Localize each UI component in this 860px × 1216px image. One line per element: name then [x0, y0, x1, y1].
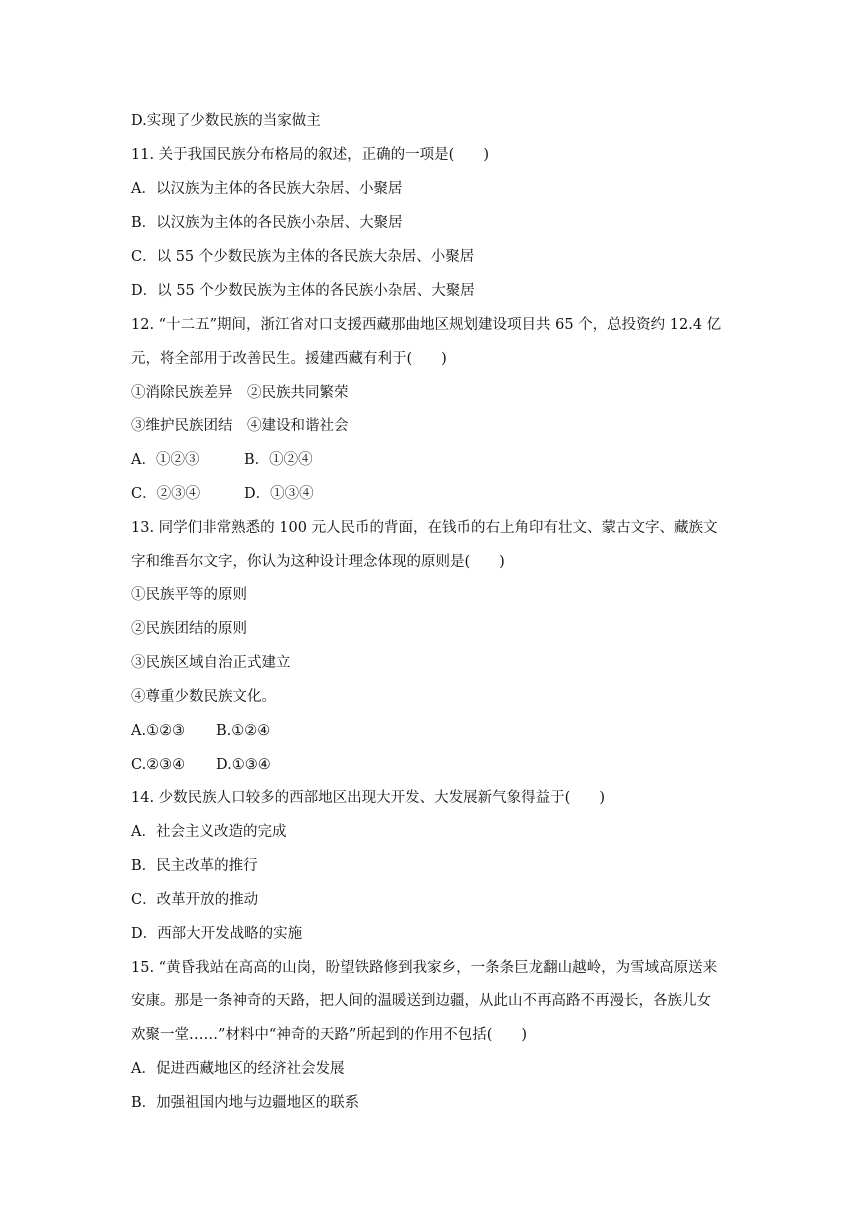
question-11: 11. 关于我国民族分布格局的叙述，正确的一项是( ) — [131, 147, 489, 163]
question-15-line-3: 欢聚一堂……”材料中“神奇的天路”所起到的作用不包括( ) — [131, 1027, 528, 1043]
question-12-line-1: 12. “十二五”期间，浙江省对口支援西藏那曲地区规划建设项目共 65 个，总投资约 12.4 亿 — [131, 317, 722, 333]
q14-option-a: A．社会主义改造的完成 — [131, 824, 287, 840]
q14-option-c: C．改革开放的推动 — [131, 892, 259, 908]
q12-statements-2: ③维护民族团结 ④建设和谐社会 — [131, 418, 349, 434]
q11-option-a: A．以汉族为主体的各民族大杂居、小聚居 — [131, 181, 403, 197]
q13-statement-3: ③民族区域自治正式建立 — [131, 655, 291, 671]
option-d-q10: D.实现了少数民族的当家做主 — [131, 113, 321, 129]
q11-option-d: D．以 55 个少数民族为主体的各民族小杂居、大聚居 — [131, 283, 475, 299]
q12-option-c: C．②③④ — [131, 486, 201, 502]
q13-statement-1: ①民族平等的原则 — [131, 587, 247, 603]
q12-option-a: A．①②③ — [131, 452, 200, 468]
q13-option-d: D.①③④ — [216, 757, 271, 773]
question-13-line-2: 字和维吾尔文字，你认为这种设计理念体现的原则是( ) — [131, 554, 505, 570]
question-15-line-2: 安康。那是一条神奇的天路，把人间的温暖送到边疆，从此山不再高路不再漫长，各族儿女 — [131, 993, 711, 1009]
q15-option-b: B．加强祖国内地与边疆地区的联系 — [131, 1095, 360, 1111]
q13-statement-4: ④尊重少数民族文化。 — [131, 689, 276, 705]
q12-options-row-2 — [131, 484, 760, 504]
question-12-line-2: 元，将全部用于改善民生。援建西藏有利于( ) — [131, 351, 447, 367]
q14-option-b: B．民主改革的推行 — [131, 858, 258, 874]
q13-option-b: B.①②④ — [216, 723, 271, 739]
q13-options-row-1 — [131, 721, 760, 741]
q11-option-b: B．以汉族为主体的各民族小杂居、大聚居 — [131, 215, 403, 231]
q12-option-d: D．①③④ — [244, 486, 314, 502]
q13-options-row-2 — [131, 755, 760, 775]
q15-option-a: A．促进西藏地区的经济社会发展 — [131, 1061, 345, 1077]
q11-option-c: C．以 55 个少数民族为主体的各民族大杂居、小聚居 — [131, 249, 475, 265]
q14-option-d: D．西部大开发战略的实施 — [131, 926, 303, 942]
question-14: 14. 少数民族人口较多的西部地区出现大开发、大发展新气象得益于( ) — [131, 790, 605, 806]
q12-options-row-1 — [131, 450, 760, 470]
q12-statements-1: ①消除民族差异 ②民族共同繁荣 — [131, 385, 349, 401]
question-15-line-1: 15. “黄昏我站在高高的山岗，盼望铁路修到我家乡，一条条巨龙翻山越岭，为雪域高原送来 — [131, 960, 718, 976]
q12-option-b: B．①②④ — [244, 452, 313, 468]
q13-option-c: C.②③④ — [131, 757, 186, 773]
question-13-line-1: 13. 同学们非常熟悉的 100 元人民币的背面，在钱币的右上角印有壮文、蒙古文字、藏族文 — [131, 520, 718, 536]
q13-option-a: A.①②③ — [131, 723, 186, 739]
q13-statement-2: ②民族团结的原则 — [131, 621, 247, 637]
